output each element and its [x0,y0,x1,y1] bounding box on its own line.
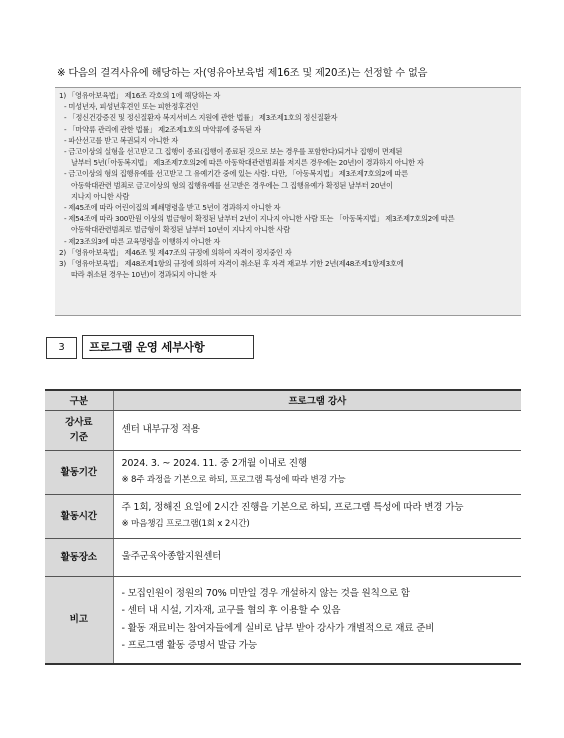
header-program-instructor: 프로그램 강사 [113,390,521,410]
disqualification-list [55,87,521,316]
disqualification-notice: ※ 다음의 결격사유에 해당하는 자(영유아보육법 제16조 및 제20조)는 선정할 수 없음 [57,68,428,79]
remark-item: - 모집인원이 정원의 70% 미만일 경우 개설하지 않는 것을 원칙으로 함 [121,587,410,599]
disqualification-line: - 제45조에 따라 어린이집의 폐쇄명령을 받고 5년이 경과하지 아니한 자 [64,203,281,213]
disqualification-line: - 제23조의3에 따른 교육명령을 이행하지 아니한 자 [64,236,221,246]
time-note: ※ 마음챙김 프로그램(1회 x 2시간) [121,519,250,529]
row-label-period: 활동기간 [45,450,113,494]
row-value-fee: 센터 내부규정 적용 [113,410,521,450]
row-value-remarks [113,576,521,664]
program-details-table [45,389,521,665]
table-row [45,576,521,664]
table-row [45,410,521,450]
row-value-time: 주 1회, 정해진 요일에 2시간 진행을 기본으로 하되, 프로그램 특성에 따라 변경 가능 ※ 마음챙김 프로그램(1회 x 2시간) [113,494,521,538]
disqualification-line: 날부터 5년(「아동복지법」 제3조제7호의2에 따른 아동학대관련범죄를 저지른 경우에는 20년)이 경과하지 아니한 자 [71,158,424,168]
disqualification-line: 2) 「영유아보육법」 제46조 및 제47조의 규정에 의하여 자격이 정지중인 자 [59,247,292,257]
disqualification-line: 아동학대관련 범죄로 금고이상의 형의 집행유예를 선고받은 경우에는 그 집행유예가 확정된 날부터 20년이 [71,180,393,190]
header-category: 구분 [45,390,113,410]
disqualification-line: 지나지 아니한 사람 [71,191,130,201]
period-note: ※ 8주 과정을 기본으로 하되, 프로그램 특성에 따라 변경 가능 [121,475,346,485]
remark-item: - 센터 내 시설, 기자재, 교구를 협의 후 이용할 수 있음 [121,605,341,617]
disqualification-line: - 미성년자, 피성년후견인 또는 피한정후견인 [64,102,199,112]
row-label-place: 활동장소 [45,538,113,576]
row-value-period: 2024. 3. ~ 2024. 11. 중 2개월 이내로 진행 ※ 8주 과정을 기본으로 하되, 프로그램 특성에 따라 변경 가능 [113,450,521,494]
remark-item: - 활동 재료비는 참여자들에게 실비로 납부 받아 강사가 개별적으로 재료 준비 [121,622,435,634]
disqualification-line: 1) 「영유아보육법」 제16조 각호의 1에 해당하는 자 [59,91,221,100]
row-value-place: 울주군육아종합지원센터 [113,538,521,576]
disqualification-line: - 제54조에 따라 300만원 이상의 벌금형이 확정된 날부터 2년이 지나지 아니한 사람 또는 「아동복지법」 제3조제7호의2에 따른 [64,214,455,224]
remark-item: - 프로그램 활동 증명서 발급 가능 [121,640,257,652]
disqualification-line: 따라 취소된 경우는 10년)이 경과되지 아니한 자 [71,270,217,280]
disqualification-line: - 파산선고를 받고 복권되지 아니한 자 [64,135,178,145]
table-header-row [45,390,521,410]
section-title: 프로그램 운영 세부사항 [82,335,254,359]
disqualification-line: - 금고이상의 형의 집행유예를 선고받고 그 유예기간 중에 있는 사람. 다만, 「아동복지법」 제3조제7호의2에 따른 [64,169,408,179]
disqualification-line: 3) 「영유아보육법」 제48조제1항의 규정에 의하여 자격이 취소된 후 자격 재교부 기한 2년(제48조제1항제3호에 [59,259,404,269]
row-label-remarks: 비고 [45,576,113,664]
table-row [45,494,521,538]
disqualification-line: - 금고이상의 실형을 선고받고 그 집행이 종료(집행이 종료된 것으로 보는 경우를 포함한다)되거나 집행이 면제된 [64,147,403,157]
table-row [45,450,521,494]
row-label-time: 활동시간 [45,494,113,538]
table-row [45,538,521,576]
disqualification-line: - 「마약류 관리에 관한 법률」 제2조제1호의 마약류에 중독된 자 [64,124,261,134]
disqualification-line: 아동학대관련범죄로 벌금형이 확정된 날부터 10년이 지나지 아니한 사람 [71,225,290,235]
row-label-fee: 강사료 기준 [45,410,113,450]
disqualification-line: - 「정신건강증진 및 정신질환자 복지서비스 지원에 관한 법률」 제3조제1호의 정신질환자 [64,113,338,123]
section-number: 3 [46,337,77,359]
